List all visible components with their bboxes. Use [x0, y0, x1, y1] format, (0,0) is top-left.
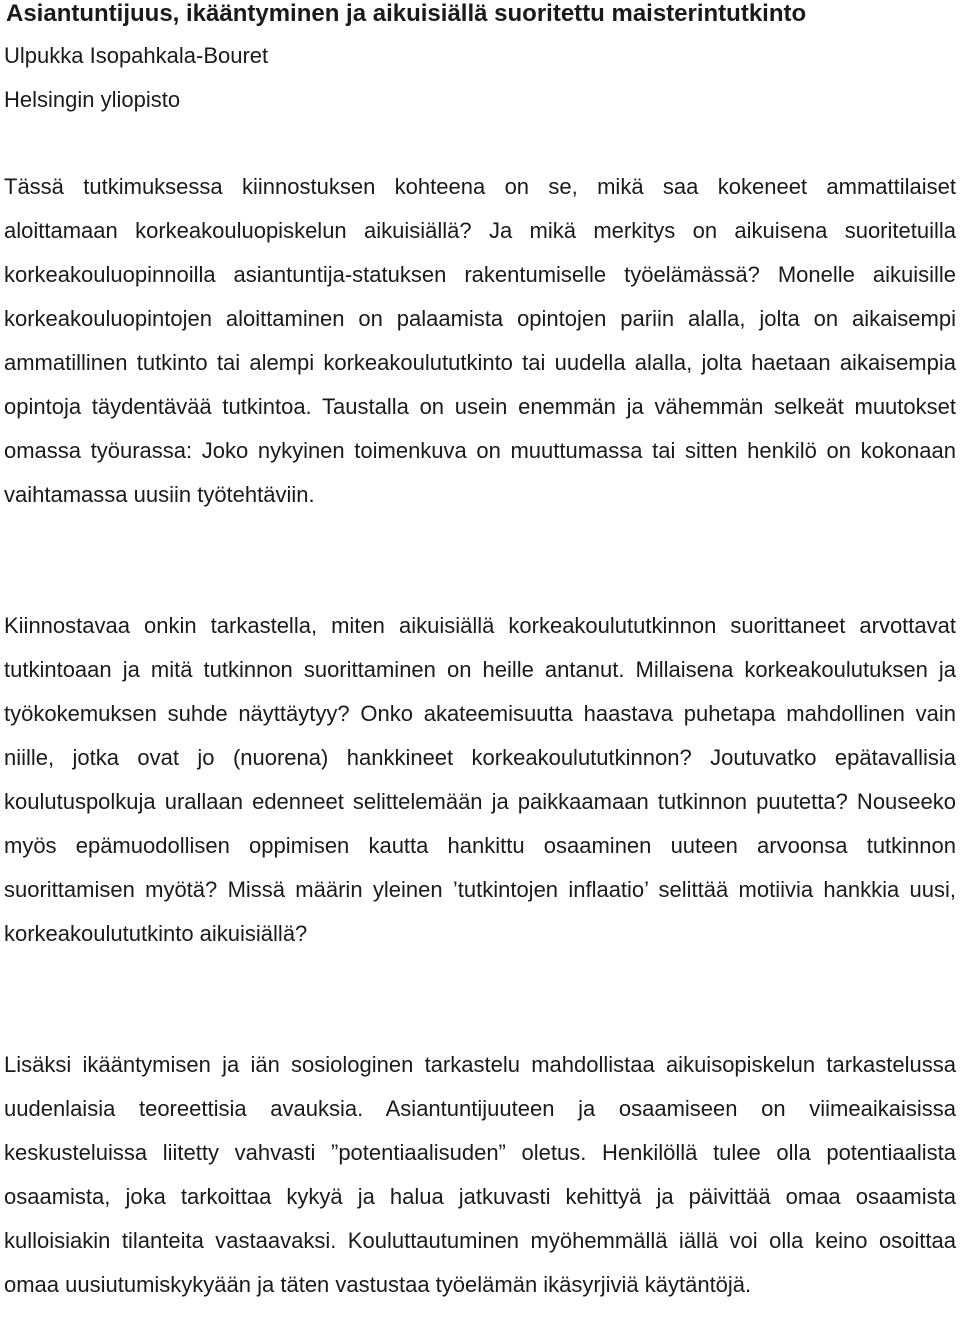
author-affiliation: Helsingin yliopisto: [4, 87, 181, 112]
body-paragraph-3: Lisäksi ikääntymisen ja iän sosiologinen tarkastelu mahdollistaa aikuisopiskelun tarkastelussa uudenlaisia teoreettisia avauksia. Asiantuntijuuteen ja osaamiseen on viimeaikaisissa keskusteluissa liitetty vahvasti ”potentiaalisuden” oletus. Henkilöllä tulee olla potentiaalista osaamista, joka tarkoittaa kykyä ja halua jatkuvasti kehittyä ja päivittää omaa osaamista kulloisiakin tilanteita vastaavaksi. Kouluttautuminen myöhemmällä iällä voi olla keino osoittaa omaa uusiutumiskykyään ja täten vastustaa työelämän ikäsyrjiviä käytäntöjä.: [4, 1052, 956, 1297]
author-name: Ulpukka Isopahkala-Bouret: [4, 43, 269, 68]
body-paragraph-1: Tässä tutkimuksessa kiinnostuksen kohteena on se, mikä saa kokeneet ammattilaiset aloittamaan korkeakouluopiskelun aikuisiällä? Ja mikä merkitys on aikuisena suoritetuilla korkeakouluopinnoilla asiantuntija-statuksen rakentumiselle työelämässä? Monelle aikuisille korkeakouluopintojen aloittaminen on palaamista opintojen pariin alalla, jolta on aikaisempi ammatillinen tutkinto tai alempi korkeakoulututkinto tai uudella alalla, jolta haetaan aikaisempia opintoja täydentävää tutkintoa. Taustalla on usein enemmän ja vähemmän selkeät muutokset omassa työurassa: Joko nykyinen toimenkuva on muuttumassa tai sitten henkilö on kokonaan vaihtamassa uusiin työtehtäviin.: [4, 174, 956, 507]
document-title: Asiantuntijuus, ikääntyminen ja aikuisiällä suoritettu maisterintutkinto: [6, 0, 807, 27]
body-paragraph-2: Kiinnostavaa onkin tarkastella, miten aikuisiällä korkeakoulututkinnon suorittaneet arvottavat tutkintoaan ja mitä tutkinnon suorittaminen on heille antanut. Millaisena korkeakoulutuksen ja työkokemuksen suhde näyttäytyy? Onko akateemisuutta haastava puhetapa mahdollinen vain niille, jotka ovat jo (nuorena) hankkineet korkeakoulututkinnon? Joutuvatko epätavallisia koulutuspolkuja urallaan edenneet selittelemään ja paikkaamaan tutkinnon puutetta? Nouseeko myös epämuodollisen oppimisen kautta hankittu osaaminen uuteen arvoonsa tutkinnon suorittamisen myötä? Missä määrin yleinen ’tutkintojen inflaatio’ selittää motiivia hankkia uusi, korkeakoulututkinto aikuisiällä?: [4, 613, 956, 946]
